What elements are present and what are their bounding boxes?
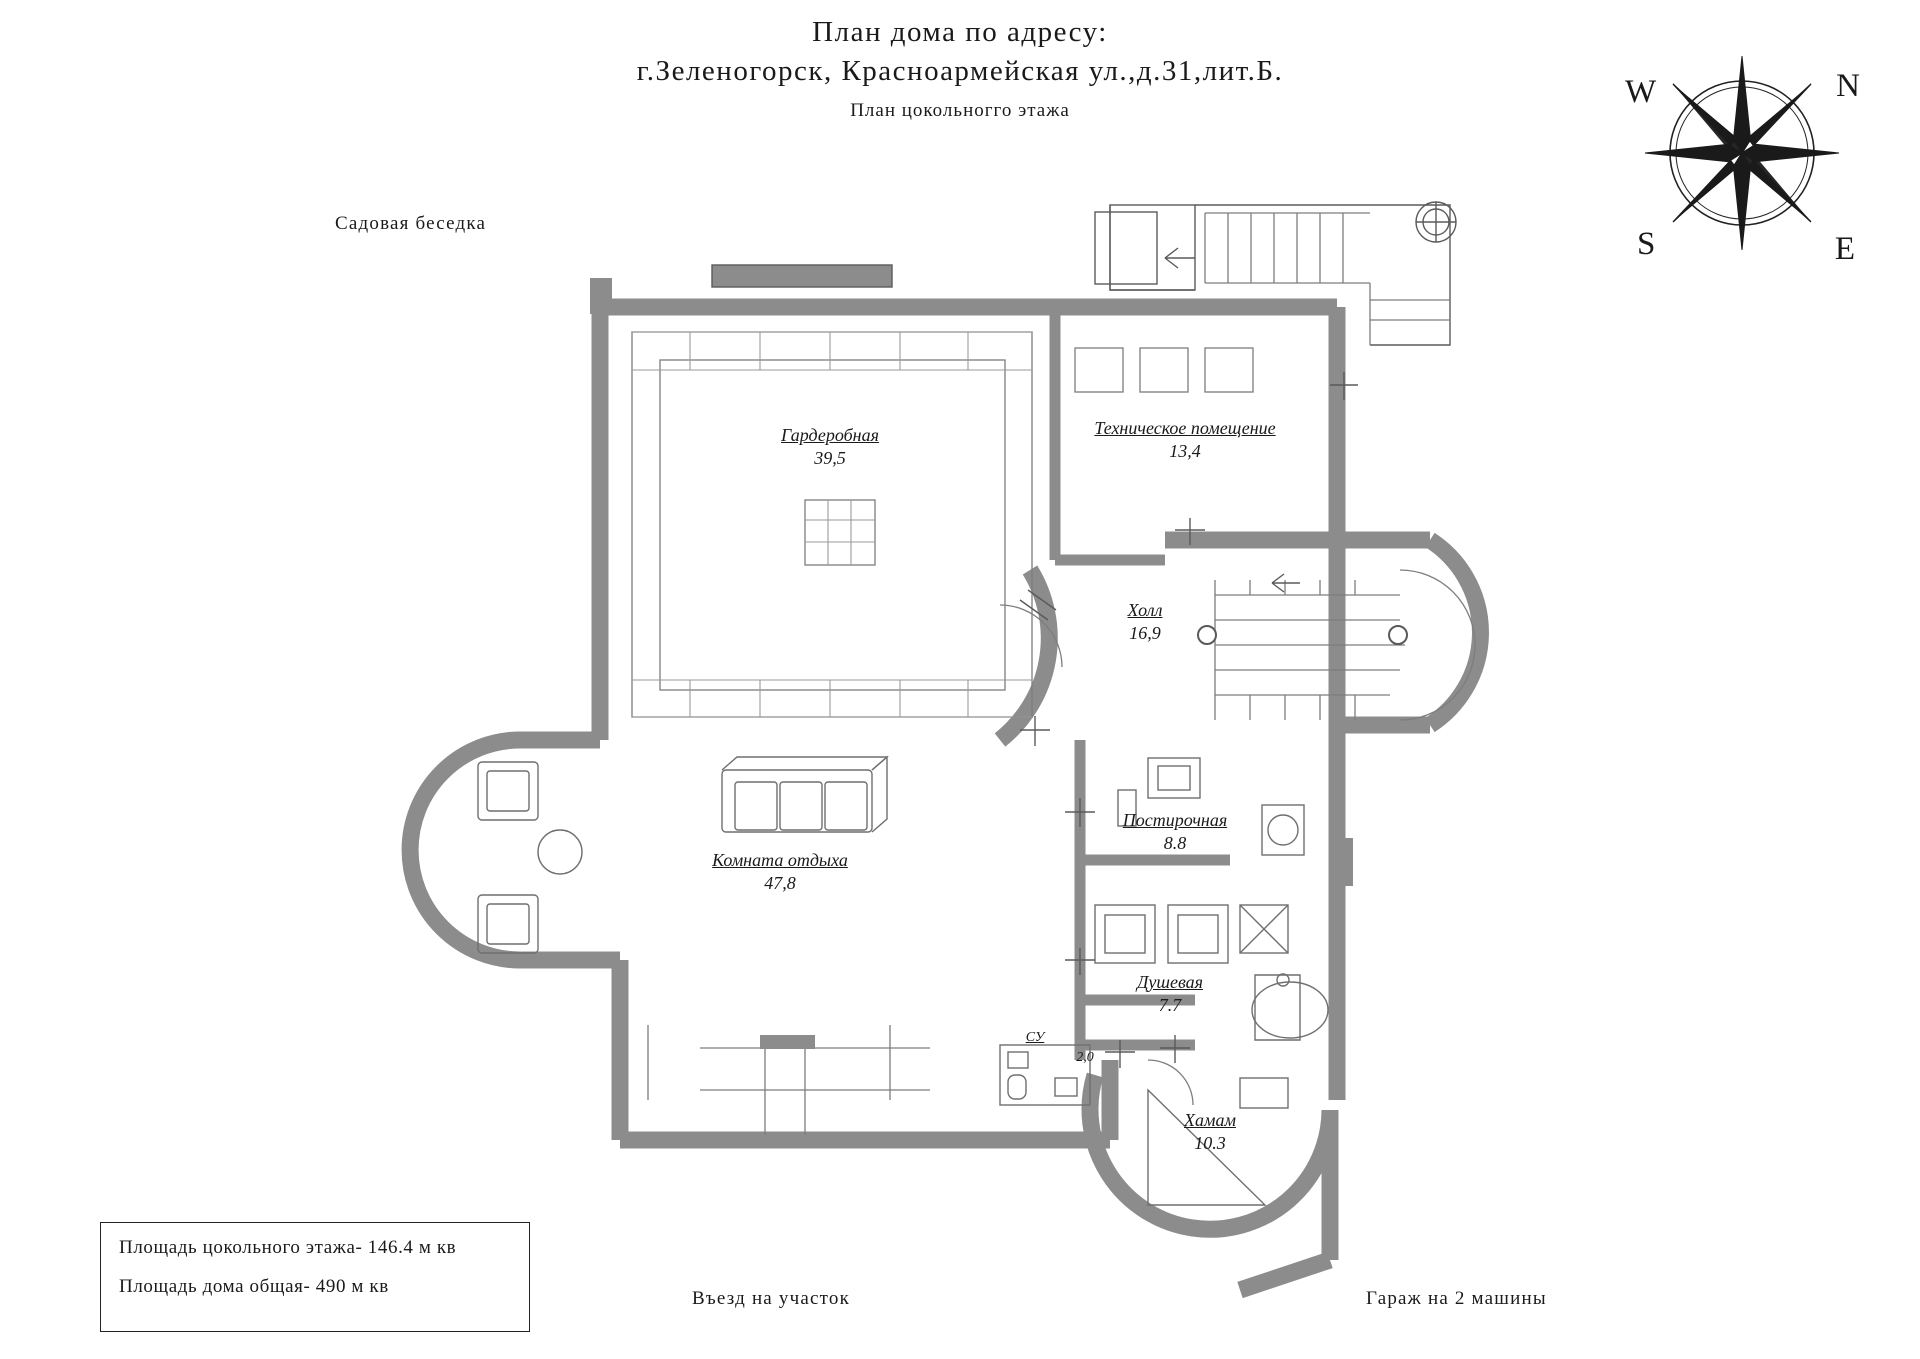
compass-label-w: W xyxy=(1625,74,1657,110)
room-name: Душевая xyxy=(1136,972,1204,992)
room-name: Комната отдыха xyxy=(712,850,848,870)
page-title-line2: г.Зеленогорск, Красноармейская ул.,д.31,лит.Б. xyxy=(636,55,1284,87)
room-label-wc xyxy=(1010,1030,1060,1046)
room-name: Хамам xyxy=(1184,1110,1236,1130)
legend-basement-area: Площадь цокольного этажа- 146.4 м кв xyxy=(119,1237,457,1258)
annotation-gazebo: Садовая беседка xyxy=(335,213,487,234)
legend-box xyxy=(100,1222,530,1332)
compass-label-e: E xyxy=(1834,231,1855,267)
page-subtitle: План цокольногго этажа xyxy=(850,100,1070,121)
compass-label-s: S xyxy=(1637,226,1656,262)
room-area-wc xyxy=(1060,1048,1110,1066)
room-area: 7.7 xyxy=(1158,995,1182,1015)
room-area: 47,8 xyxy=(764,873,796,893)
room-area: 13,4 xyxy=(1169,441,1201,461)
page-title-line1: План дома по адресу: xyxy=(812,16,1108,48)
room-label-laundry xyxy=(1075,810,1275,854)
room-label-tech xyxy=(1060,418,1310,462)
room-label-hall xyxy=(1085,600,1205,644)
legend-total-area: Площадь дома общая- 490 м кв xyxy=(119,1276,389,1297)
room-label-hamam xyxy=(1130,1110,1290,1154)
room-area: 16,9 xyxy=(1129,623,1161,643)
room-name: Постирочная xyxy=(1122,810,1228,830)
annotation-entrance: Въезд на участок xyxy=(692,1288,850,1309)
room-label-lounge xyxy=(650,850,910,894)
room-area: 2,0 xyxy=(1076,1050,1094,1065)
room-area: 10.3 xyxy=(1194,1133,1226,1153)
room-name: Гардеробная xyxy=(781,425,879,445)
room-name: СУ xyxy=(1025,1030,1045,1045)
room-area: 8.8 xyxy=(1163,833,1187,853)
room-label-shower xyxy=(1090,972,1250,1016)
compass-label-n: N xyxy=(1836,68,1860,104)
room-name: Холл xyxy=(1127,600,1163,620)
room-area: 39,5 xyxy=(814,448,846,468)
room-label-garderobnaya xyxy=(700,425,960,469)
annotation-garage: Гараж на 2 машины xyxy=(1366,1288,1547,1309)
room-name: Техническое помещение xyxy=(1094,418,1276,438)
